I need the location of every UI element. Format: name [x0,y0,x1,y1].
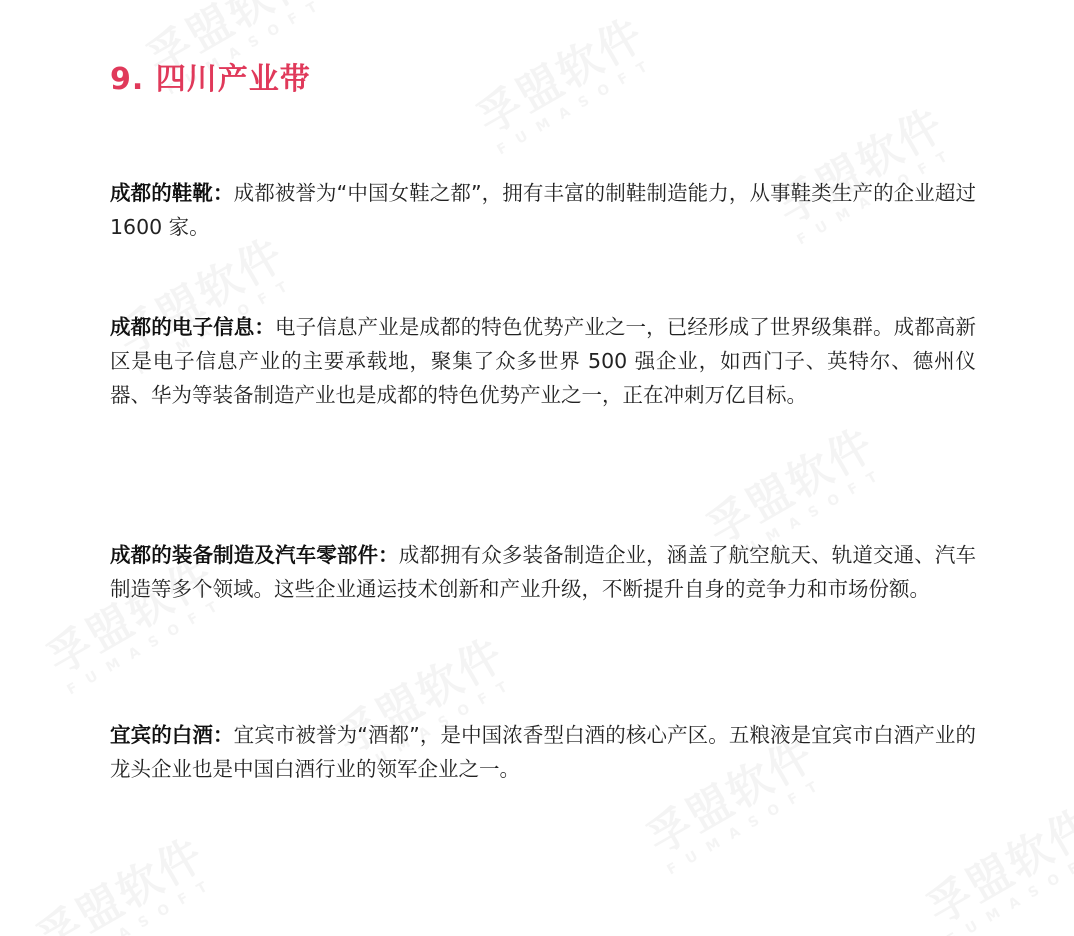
paragraph-yibin-baijiu [110,718,976,786]
paragraph-chengdu-electronics [110,310,976,412]
paragraph-term: 成都的电子信息： [110,315,275,339]
watermark [463,0,661,159]
watermark [913,789,1074,936]
paragraph-chengdu-equipment-auto [110,538,976,606]
paragraph-text: 电子信息产业是成都的特色优势产业之一，已经形成了世界级集群。成都高新区是电子信息产业的主要承载地，聚集了众多世界 500 强企业，如西门子、英特尔、德州仪器、华为等装备制造产业也是成都的特色优势产业之一，正在冲刺万亿目标。 [110,315,977,407]
paragraph-text: 成都拥有众多装备制造企业，涵盖了航空航天、轨道交通、汽车制造等多个领域。这些企业通运技术创新和产业升级，不断提升自身的竞争力和市场份额。 [110,543,977,601]
paragraph-term: 成都的鞋靴： [110,181,234,205]
section-title: 9. 四川产业带 [110,62,311,97]
paragraph-chengdu-shoes [110,176,976,244]
paragraph-text: 成都被誉为“中国女鞋之都”，拥有丰富的制鞋制造能力，从事鞋类生产的企业超过 1600 家。 [110,181,976,239]
watermark [23,819,221,936]
paragraph-text: 宜宾市被誉为“酒都”，是中国浓香型白酒的核心产区。五粮液是宜宾市白酒产业的龙头企业也是中国白酒行业的领军企业之一。 [110,723,976,781]
paragraph-term: 宜宾的白酒： [110,723,234,747]
paragraph-term: 成都的装备制造及汽车零部件： [110,543,399,567]
